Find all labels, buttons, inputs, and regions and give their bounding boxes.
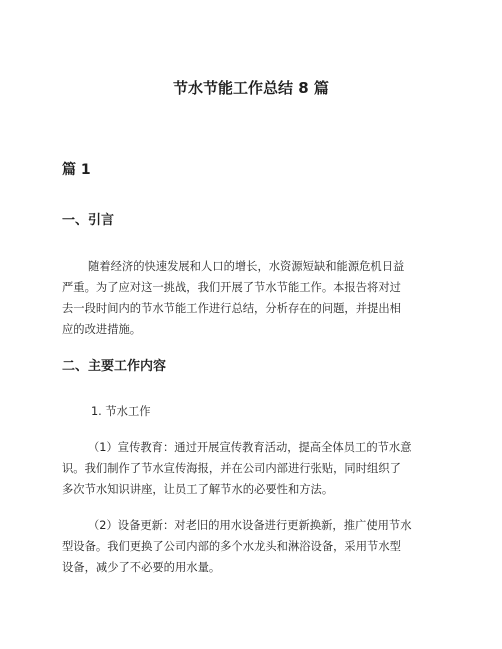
paragraph-line: （2）设备更新：对老旧的用水设备进行更新换新，推广使用节水 xyxy=(88,519,412,532)
item-publicity-education xyxy=(62,437,442,500)
section-heading-main-work: 二、主要工作内容 xyxy=(62,359,167,374)
paragraph-line: 设备，减少了不必要的用水量。 xyxy=(62,561,221,574)
section-heading-intro: 一、引言 xyxy=(62,213,115,228)
intro-paragraph xyxy=(62,256,442,340)
paragraph-line: 识。我们制作了节水宣传海报，并在公司内部进行张贴，同时组织了 xyxy=(62,462,401,475)
paragraph-line: 随着经济的快速发展和人口的增长，水资源短缺和能源危机日益 xyxy=(88,260,405,273)
paragraph-line: 去一段时间内的节水节能工作进行总结，分析存在的问题，并提出相 xyxy=(62,302,401,315)
paragraph-line: （1）宣传教育：通过开展宣传教育活动，提高全体员工的节水意 xyxy=(88,441,412,454)
subheading-water-saving: 1. 节水工作 xyxy=(91,405,151,418)
item-equipment-update xyxy=(62,515,442,578)
paragraph-line: 多次节水知识讲座，让员工了解节水的必要性和方法。 xyxy=(62,483,334,496)
paragraph-line: 严重。为了应对这一挑战，我们开展了节水节能工作。本报告将对过 xyxy=(62,281,401,294)
paragraph-line: 应的改进措施。 xyxy=(62,323,142,336)
part-heading: 篇 1 xyxy=(62,162,91,178)
paragraph-line: 型设备。我们更换了公司内部的多个水龙头和淋浴设备，采用节水型 xyxy=(62,540,401,553)
document-title: 节水节能工作总结 8 篇 xyxy=(173,79,329,97)
